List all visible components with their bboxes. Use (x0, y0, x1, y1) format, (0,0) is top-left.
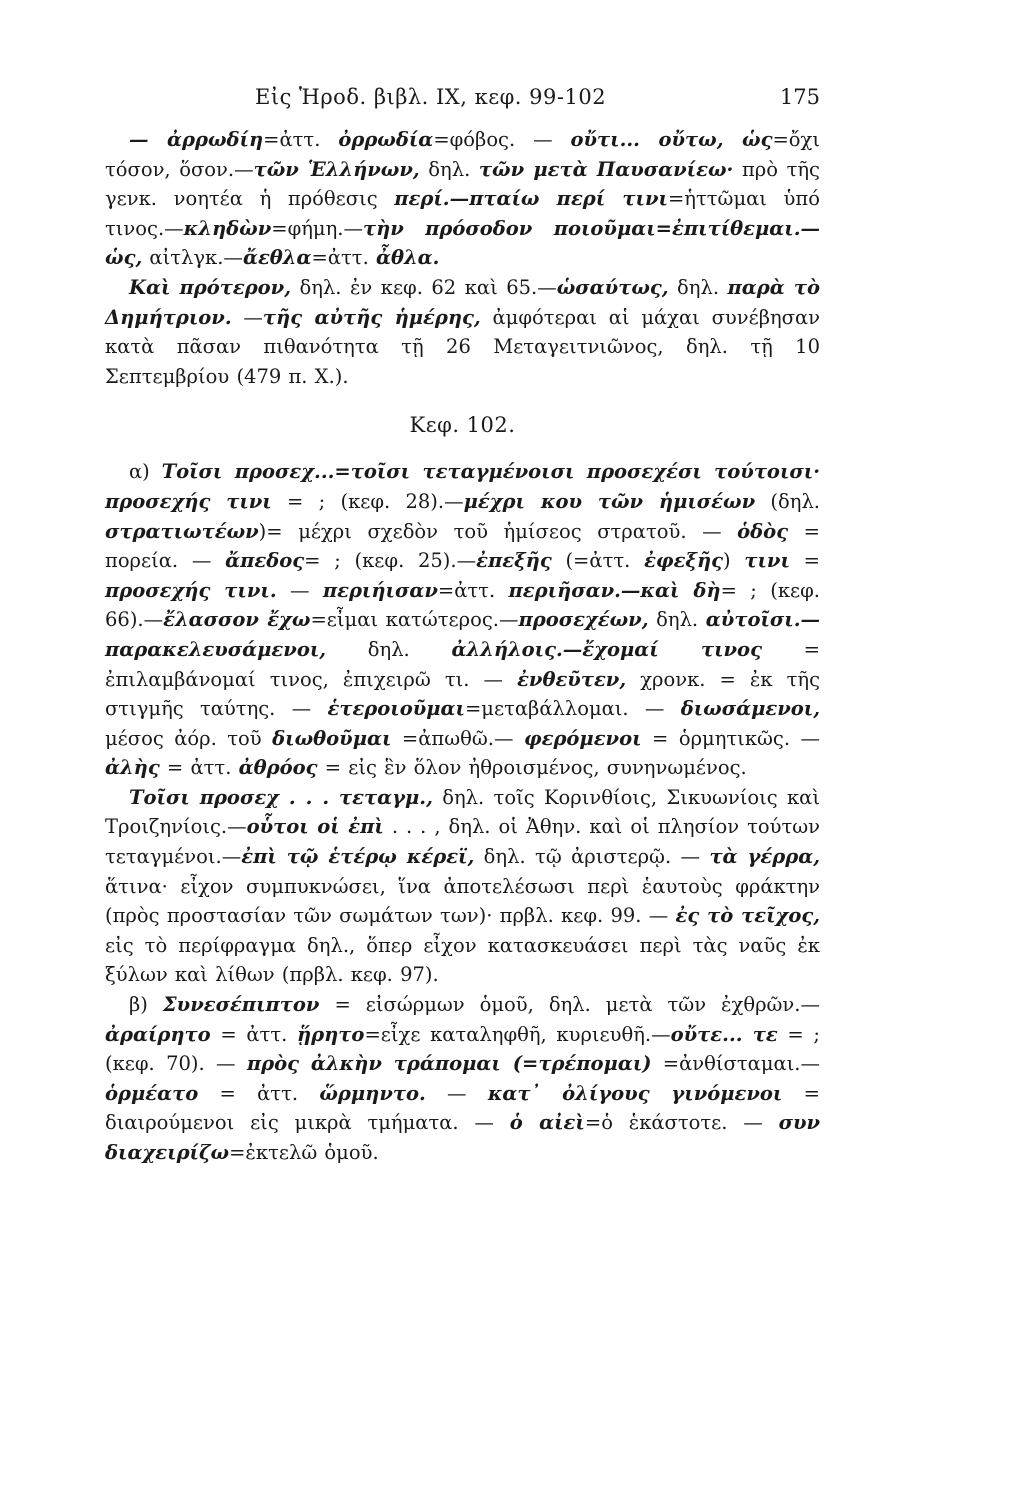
commentary-paragraph-alpha (105, 457, 820, 783)
gloss-text: = (789, 549, 820, 573)
lemma: Τοῖσι προσεχ...=τοῖσι τεταγμένοισι προσεχέσι τούτοισι· προσεχής τινι (105, 460, 820, 513)
lemma: ὁρμέατο (105, 1081, 199, 1105)
lemma: ἐπεξῆς (476, 549, 552, 573)
lemma: ἄεθλα (242, 246, 312, 270)
gloss-text: δηλ. (668, 275, 728, 299)
lemma: ἐπὶ τῷ ἑτέρῳ κέρεϊ, (241, 845, 475, 869)
lemma: ἀραίρητο (105, 1022, 211, 1046)
lemma: ὁ αἰεὶ (509, 1111, 585, 1135)
gloss-text: μέσος ἀόρ. τοῦ (105, 726, 273, 750)
lemma: συν διαχειρίζω (105, 1111, 821, 1164)
gloss-text: = ; (κεφ. 70). — (105, 1022, 820, 1076)
gloss-text: =ἡττῶμαι ὑπό τινος.— (105, 187, 820, 240)
gloss-text: = πορεία. — (105, 519, 820, 573)
lemma: περιήισαν (322, 578, 438, 602)
lemma: διωθοῦμαι (272, 726, 392, 750)
gloss-text: — (276, 578, 323, 602)
gloss-text: . . . , δηλ. οἱ Ἀθην. καὶ οἱ πλησίον τούτων τεταγμένοι.— (105, 815, 820, 869)
gloss-text: β) (129, 993, 163, 1017)
lemma: ἀθρόος (238, 756, 318, 780)
lemma: ἔλασσον ἔχω (163, 608, 311, 632)
commentary-paragraph-2 (105, 273, 820, 391)
lemma: κληδὼν (183, 216, 272, 240)
gloss-text: εἰς τὸ περίφραγμα δηλ., ὅπερ εἶχον κατασκευάσει περὶ τὰς ναῦς ἐκ ξύλων καὶ λίθων (πρβλ. κεφ. 97). (105, 933, 820, 987)
lemma: — ἀρρωδίη (129, 128, 264, 151)
gloss-text: δηλ. (326, 637, 452, 661)
running-header (105, 85, 820, 125)
gloss-text: = ἀττ. (198, 1081, 320, 1105)
lemma: προσεχής τινι. (105, 578, 277, 602)
lemma: οὔτι... οὔτω, ὡς (570, 128, 773, 151)
gloss-text: = ; (κεφ. 66).— (105, 578, 820, 632)
chapter-heading: Κεφ. 102. (409, 413, 516, 438)
gloss-text: (=ἀττ. (551, 549, 645, 573)
lemma: ἀλὴς (105, 756, 160, 780)
lemma: ἑτεροιοῦμαι (327, 697, 465, 721)
gloss-text: α) (129, 460, 162, 484)
lemma: ἆθλα. (375, 246, 440, 270)
gloss-text: δηλ. (419, 157, 479, 181)
gloss-text: = ἀττ. (210, 1022, 297, 1046)
lemma: οὔτε... τε (670, 1022, 778, 1046)
lemma: ὡσαύτως, (556, 275, 669, 299)
lemma: ἄπεδος (225, 549, 305, 573)
commentary-paragraph-beta (105, 990, 820, 1168)
gloss-text: = ; (κεφ. 25).— (304, 549, 477, 573)
gloss-text: =εἶμαι κατώτερος.— (310, 608, 519, 632)
lemma: στρατιωτέων (105, 519, 259, 543)
lemma: τῶν Ἑλλήνων, (253, 157, 420, 181)
lemma: περιῆσαν.—καὶ δὴ (508, 578, 721, 602)
gloss-text: πρὸ τῆς γενκ. νοητέα ἡ πρόθεσις (105, 157, 820, 211)
gloss-text: ἅτινα· εἶχον συμπυκνώσει, ἵνα ἀποτελέσωσι περὶ ἑαυτοὺς φράκτην (πρὸς προστασίαν τῶν σωμάτων των)· πρβλ. κεφ. 99. — (105, 874, 820, 928)
gloss-text: = ; (κεφ. 28).— (271, 489, 464, 513)
gloss-text: =ἀττ. (437, 578, 509, 602)
lemma: Τοῖσι προσεχ . . . τεταγμ., (129, 785, 433, 809)
gloss-text: = ὁρμητικῶς. — (641, 726, 821, 750)
lemma: ὥρμηντο. (319, 1081, 426, 1105)
commentary-paragraph-1 (105, 125, 820, 273)
gloss-text: δηλ. (648, 608, 706, 632)
gloss-text: = ἐπιλαμβάνομαί τινος, ἐπιχειρῶ τι. — (105, 637, 820, 691)
lemma: τῶν μετὰ Παυσανίεω· (478, 157, 734, 181)
lemma: τὴν πρόσοδον ποιοῦμαι=ἐπιτίθεμαι.—ὡς, (105, 216, 820, 270)
gloss-text: — (231, 305, 263, 329)
running-title: Εἰς Ἡροδ. βιβλ. IX, κεφ. 99-102 (255, 85, 607, 109)
gloss-text: =ὄχι τόσον, ὅσον.— (105, 128, 820, 181)
lemma: προσεχέων, (518, 608, 649, 632)
lemma: ἀλλήλοις.—ἔχομαί τινος (451, 637, 762, 661)
gloss-text: =μεταβάλλομαι. — (464, 697, 681, 721)
gloss-text: (δηλ. (755, 489, 820, 513)
gloss-text: =εἶχε καταληφθῆ, κυριευθῆ.— (364, 1022, 671, 1046)
lemma: περί.—πταίω περί τινι (394, 187, 668, 211)
lemma: Συνεσέπιπτον (162, 993, 320, 1017)
lemma: ἐφεξῆς (644, 549, 724, 573)
gloss-text: = εἰσώρμων ὁμοῦ, δηλ. μετὰ τῶν ἐχθρῶν.— (319, 993, 820, 1017)
lemma: παρὰ τὸ Δημήτριον. (105, 275, 820, 329)
gloss-text: χρονκ. = ἐκ τῆς στιγμῆς ταύτης. — (105, 667, 821, 721)
gloss-text: δηλ. τῷ ἀριστερῷ. — (474, 845, 710, 869)
commentary-paragraph-3 (105, 783, 820, 990)
gloss-text: αἰτλγκ.— (142, 246, 243, 270)
lemma: τὰ γέρρα, (709, 845, 820, 869)
lemma: φερόμενοι (523, 726, 642, 750)
gloss-text: =ἀττ. (311, 246, 376, 270)
gloss-text: — (425, 1081, 488, 1105)
gloss-text: =ὁ ἑκάστοτε. — (584, 1111, 779, 1135)
lemma: τινι (744, 549, 790, 573)
gloss-text: =φόβος. — (433, 128, 571, 151)
gloss-text: =ἀπωθῶ.— (391, 726, 524, 750)
gloss-text: δηλ. τοῖς Κορινθίοις, Σικυωνίοις καὶ Τροιζηνίοις.— (105, 785, 820, 839)
lemma: ἐς τὸ τεῖχος, (675, 904, 820, 928)
gloss-text: ) (723, 549, 745, 573)
gloss-text: )= μέχρι σχεδὸν τοῦ ἡμίσεος στρατοῦ. — (258, 519, 738, 543)
gloss-text: ἀμφότεραι αἱ μάχαι συνέβησαν κατὰ πᾶσαν πιθανότητα τῇ 26 Μεταγειτνιῶνος, δηλ. τῇ 10 Σεπτεμβρίου (479 π. Χ.). (105, 305, 820, 388)
lemma: ᾕρητο (296, 1022, 365, 1046)
lemma: Καὶ πρότερον, (129, 275, 291, 299)
gloss-text: =ἀνθίσταμαι.— (651, 1052, 820, 1076)
gloss-text: =ἀττ. (263, 128, 339, 151)
book-page (105, 85, 820, 1168)
lemma: τῆς αὐτῆς ἡμέρης, (262, 305, 481, 329)
gloss-text: = ἀττ. (159, 756, 239, 780)
lemma: ὁδὸς (737, 519, 789, 543)
gloss-text: = διαιρούμενοι εἰς μικρὰ τμήματα. — (105, 1081, 820, 1135)
gloss-text: δηλ. ἐν κεφ. 62 καὶ 65.— (291, 275, 557, 299)
gloss-text: = εἰς ἓν ὅλον ἠθροισμένος, συνηνωμένος. (317, 756, 747, 780)
lemma: πρὸς ἀλκὴν τράπομαι (=τρέπομαι) (246, 1052, 652, 1076)
lemma: μέχρι κου τῶν ἡμισέων (463, 489, 756, 513)
lemma: διωσάμενοι, (680, 697, 820, 721)
lemma: αὐτοῖσι.— παρακελευσάμενοι, (105, 608, 820, 661)
lemma: οὗτοι οἱ ἐπὶ (246, 815, 384, 839)
gloss-text: =ἐκτελῶ ὁμοῦ. (229, 1141, 379, 1164)
lemma: κατ᾽ ὀλίγους γινόμενοι (487, 1081, 783, 1105)
lemma: ἐνθεῦτεν, (517, 667, 627, 691)
page-number: 175 (779, 85, 820, 109)
gloss-text: =φήμη.— (271, 216, 363, 240)
lemma: ὀρρωδία (338, 128, 434, 151)
